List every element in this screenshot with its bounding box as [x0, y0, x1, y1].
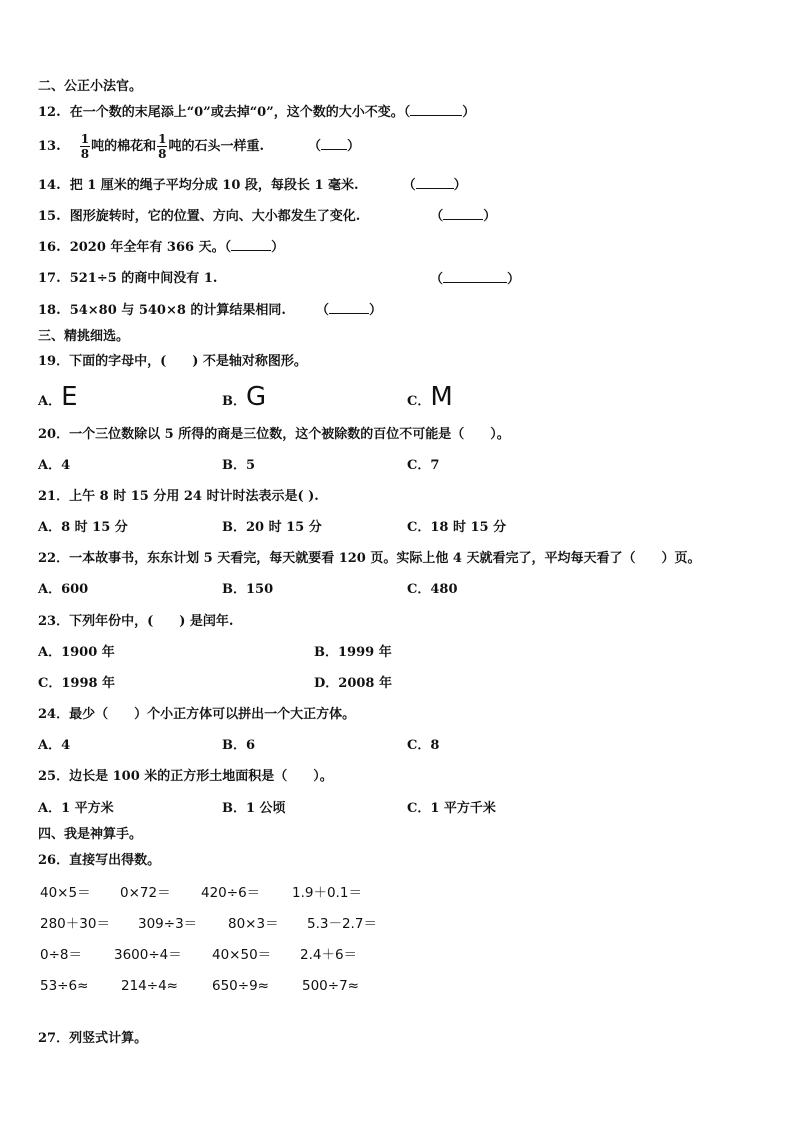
option-25-b[interactable]: B．1 公顷 [222, 801, 286, 816]
calc-item: 0×72＝ [120, 885, 171, 901]
option-label: C． [407, 394, 431, 409]
question-17-text: 521÷5 的商中间没有 1. [69, 271, 218, 286]
question-15 [38, 207, 496, 226]
fraction-1-8 [80, 132, 90, 161]
paren-close: ） [347, 139, 361, 154]
calc-item: 500÷7≈ [302, 978, 359, 994]
option-19-c[interactable] [407, 384, 453, 415]
option-19-a[interactable] [38, 384, 78, 415]
calc-item: 420÷6＝ [201, 885, 261, 901]
fraction-denominator: 8 [158, 147, 167, 161]
question-12-number: 12. [38, 105, 61, 120]
question-22: 22．一本故事书，东东计划 5 天看完，每天就要看 120 页。实际上他 4 天就看完了，平均每天看了（ ）页。 [38, 551, 701, 566]
option-23-b[interactable]: B．1999 年 [314, 645, 392, 660]
question-13-number: 13. [38, 139, 61, 154]
option-19-b[interactable] [222, 384, 266, 415]
option-label: B． [222, 394, 246, 409]
question-20: 20．一个三位数除以 5 所得的商是三位数，这个被除数的百位不可能是（ ）。 [38, 427, 510, 442]
question-13-text: 吨的石头一样重. [168, 139, 264, 154]
paren-close: ） [507, 272, 521, 287]
question-13 [38, 130, 360, 164]
question-21: 21．上午 8 时 15 分用 24 时计时法表示是( ). [38, 489, 319, 504]
option-24-a[interactable]: A．4 [38, 738, 71, 753]
option-23-a[interactable]: A．1900 年 [38, 645, 115, 660]
question-19: 19．下面的字母中，( ) 不是轴对称图形。 [38, 354, 307, 369]
calc-item: 53÷6≈ [40, 978, 89, 994]
option-21-c[interactable]: C．18 时 15 分 [407, 520, 507, 535]
answer-blank-18[interactable] [329, 301, 369, 314]
question-14-number: 14. [38, 178, 61, 193]
option-25-a[interactable]: A．1 平方米 [38, 801, 114, 816]
calc-item: 1.9＋0.1＝ [292, 885, 362, 901]
question-24: 24．最少（ ）个小正方体可以拼出一个大正方体。 [38, 707, 356, 722]
question-17-answer [430, 270, 520, 289]
option-23-c[interactable]: C．1998 年 [38, 676, 116, 691]
answer-blank-15[interactable] [443, 207, 483, 220]
fraction-numerator: 1 [158, 132, 167, 146]
paren-close: ） [483, 209, 497, 224]
question-15-number: 15. [38, 209, 61, 224]
paren-close: ） [462, 105, 476, 120]
answer-blank-13[interactable] [321, 137, 347, 150]
question-16-text: 2020 年全年有 366 天。（ [69, 240, 232, 255]
option-label: A． [38, 394, 62, 409]
section-3-title: 三、精挑细选。 [38, 329, 130, 344]
option-20-a[interactable]: A．4 [38, 458, 71, 473]
calc-item: 0÷8＝ [40, 947, 82, 963]
option-22-b[interactable]: B．150 [222, 582, 274, 597]
option-21-a[interactable]: A．8 时 15 分 [38, 520, 128, 535]
question-12-text: 在一个数的末尾添上“0”或去掉“0”，这个数的大小不变。（ [69, 105, 411, 120]
calc-item: 80×3＝ [228, 916, 279, 932]
option-20-b[interactable]: B．5 [222, 458, 256, 473]
answer-blank-14[interactable] [416, 176, 454, 189]
question-13-mid-text: 吨的棉花和 [91, 139, 157, 154]
letter-g-glyph: G [246, 382, 267, 412]
option-20-c[interactable]: C．7 [407, 458, 440, 473]
letter-m-glyph: M [430, 382, 453, 412]
calc-item: 280＋30＝ [40, 916, 110, 932]
option-24-c[interactable]: C．8 [407, 738, 440, 753]
answer-blank-12[interactable] [410, 103, 462, 116]
paren-open: （ [402, 178, 416, 193]
paren-open: （ [315, 303, 329, 318]
question-16 [38, 238, 284, 257]
question-26: 26．直接写出得数。 [38, 853, 161, 868]
question-18-text: 54×80 与 540×8 的计算结果相同. [69, 303, 286, 318]
calc-item: 309÷3＝ [138, 916, 198, 932]
section-2-title: 二、公正小法官。 [38, 79, 143, 94]
calc-item: 5.3－2.7＝ [307, 916, 377, 932]
question-17-number: 17. [38, 271, 61, 286]
question-25: 25．边长是 100 米的正方形土地面积是（ ）。 [38, 769, 333, 784]
fraction-numerator: 1 [80, 132, 90, 146]
paren-open: （ [430, 209, 444, 224]
calc-item: 214÷4≈ [121, 978, 178, 994]
question-17 [38, 270, 217, 288]
answer-blank-16[interactable] [231, 238, 271, 251]
option-23-d[interactable]: D．2008 年 [314, 676, 392, 691]
calc-item: 650÷9≈ [212, 978, 269, 994]
fraction-denominator: 8 [80, 147, 90, 161]
option-22-c[interactable]: C．480 [407, 582, 458, 597]
question-18-number: 18. [38, 303, 61, 318]
calc-item: 40×5＝ [40, 885, 91, 901]
paren-open: （ [308, 139, 322, 154]
letter-e-glyph: E [61, 382, 78, 412]
option-22-a[interactable]: A．600 [38, 582, 89, 597]
fraction-1-8-second [157, 132, 167, 161]
calc-item: 3600÷4＝ [114, 947, 182, 963]
paren-close: ） [453, 178, 467, 193]
option-25-c[interactable]: C．1 平方千米 [407, 801, 496, 816]
section-4-title: 四、我是神算手。 [38, 827, 143, 842]
option-24-b[interactable]: B．6 [222, 738, 256, 753]
question-16-number: 16. [38, 240, 61, 255]
calc-item: 40×50＝ [212, 947, 272, 963]
question-14-text: 把 1 厘米的绳子平均分成 10 段，每段长 1 毫米. [69, 178, 359, 193]
question-15-text: 图形旋转时，它的位置、方向、大小都发生了变化. [69, 209, 361, 224]
question-18 [38, 301, 382, 320]
paren-open: （ [430, 272, 444, 287]
question-27: 27．列竖式计算。 [38, 1031, 148, 1046]
question-23: 23．下列年份中，( ) 是闰年. [38, 614, 234, 629]
paren-close: ） [368, 303, 382, 318]
option-21-b[interactable]: B．20 时 15 分 [222, 520, 322, 535]
question-12 [38, 103, 475, 122]
calc-item: 2.4＋6＝ [300, 947, 358, 963]
paren-close: ） [271, 240, 285, 255]
answer-blank-17[interactable] [443, 270, 507, 283]
question-14 [38, 176, 467, 195]
